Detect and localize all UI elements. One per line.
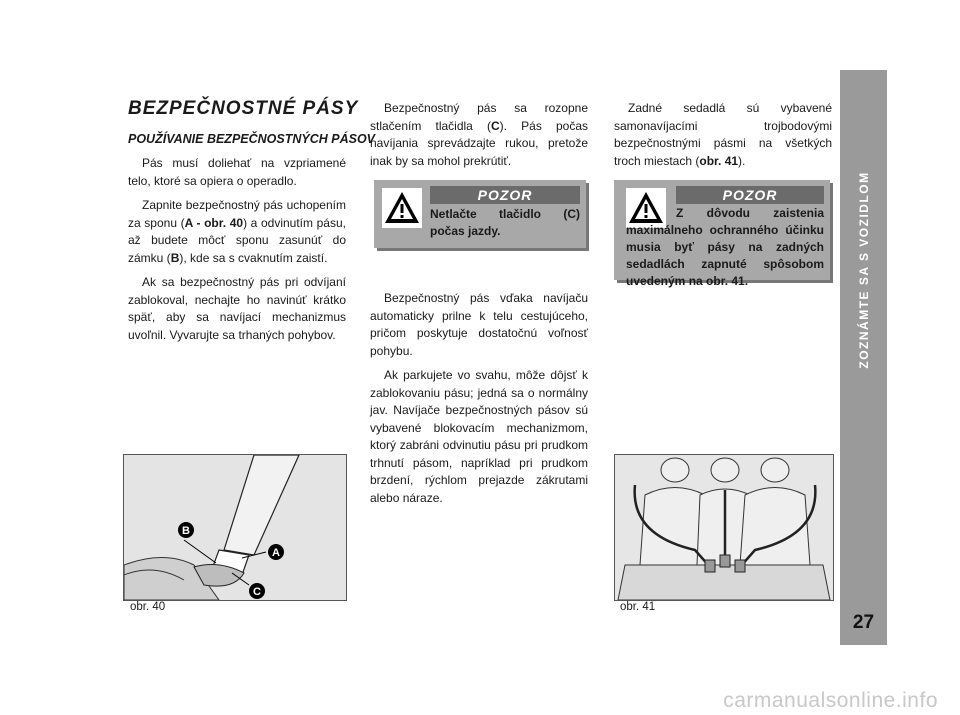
- paragraph: Bezpečnostný pás vďaka navíjaču automaticky prilne k telu cestujúceho, pričom poskytuje dostatočnú voľnosť pohybu.: [370, 291, 588, 358]
- column-2-bottom: [370, 290, 588, 514]
- paragraph: Bezpečnostný pás sa rozopne stlačením tlačidla (C). Pás počas navíjania sprevádzajte rukou, pretože inak by sa mohol prekrútiť.: [370, 101, 588, 168]
- warning-label: POZOR: [676, 186, 824, 204]
- warning-text: Z dôvodu zaistenia maximálneho ochranného účinku musia byť pásy na zadných sedadlách zapnuté spôsobom uvedeným na obr. 41.: [626, 206, 824, 288]
- paragraph: Ak parkujete vo svahu, môže dôjsť k zablokovaniu pásu; jedná sa o normálny jav. Navíjače bezpečnostných pásov sú vybavené blokovacím mechanizmom, ktorý zabráni odvinutiu pásu pri prudkom trhnutí pásom, napríklad pri prudkom brzdení, rýchlom prejazde zákrutami alebo náraze.: [370, 368, 588, 505]
- chapter-sidebar: [840, 70, 887, 645]
- callout-label-a: A: [272, 547, 280, 559]
- column-2-top: [370, 100, 588, 177]
- rear-seats-illustration: [615, 455, 833, 600]
- figure-reference: A - obr. 40: [184, 215, 244, 230]
- warning-box: [374, 180, 586, 248]
- warning-label: POZOR: [430, 186, 580, 204]
- column-1: [128, 155, 346, 351]
- warning-text: Netlačte tlačidlo (C) počas jazdy.: [430, 207, 580, 238]
- paragraph: Pás musí doliehať na vzpriamené telo, ktoré sa opiera o operadlo.: [128, 156, 346, 188]
- paragraph: Zadné sedadlá sú vybavené samonavíjacími trojbodovými bezpečnostnými pásmi na všetkých troch miestach (obr. 41).: [614, 101, 832, 168]
- watermark: carmanualsonline.info: [723, 689, 938, 712]
- warning-box: [614, 180, 830, 288]
- figure-41-rear-seats: [614, 454, 834, 601]
- figure-caption: obr. 40: [130, 601, 166, 613]
- warning-triangle-icon: [382, 188, 422, 228]
- callout-label-c: C: [253, 586, 261, 598]
- section-title: BEZPEČNOSTNÉ PÁSY: [128, 98, 359, 119]
- chapter-title: ZOZNÁMTE SA S VOZIDLOM: [856, 171, 871, 369]
- paragraph: Zapnite bezpečnostný pás uchopením za sponu (A - obr. 40) a odvinutím pásu, až budete môcť sponu zasunúť do zámku (B), kde sa s cvaknutím zaistí.: [128, 198, 346, 265]
- paragraph: Ak sa bezpečnostný pás pri odvíjaní zablokoval, nechajte ho navinúť krátko späť, aby sa navíjací mechanizmus uvoľnil. Vyvarujte sa trhaných pohybov.: [128, 275, 346, 342]
- figure-reference: obr. 41: [699, 153, 739, 168]
- seatbelt-buckle-illustration: [124, 455, 346, 600]
- part-reference: C: [491, 118, 500, 133]
- figure-caption: obr. 41: [620, 601, 656, 613]
- page-number: 27: [852, 612, 875, 633]
- part-reference: B: [170, 250, 180, 265]
- callout-label-b: B: [182, 525, 190, 537]
- column-3: [614, 100, 832, 177]
- section-subtitle: POUŽÍVANIE BEZPEČNOSTNÝCH PÁSOV: [128, 132, 376, 146]
- figure-40-seatbelt-buckle: [123, 454, 347, 601]
